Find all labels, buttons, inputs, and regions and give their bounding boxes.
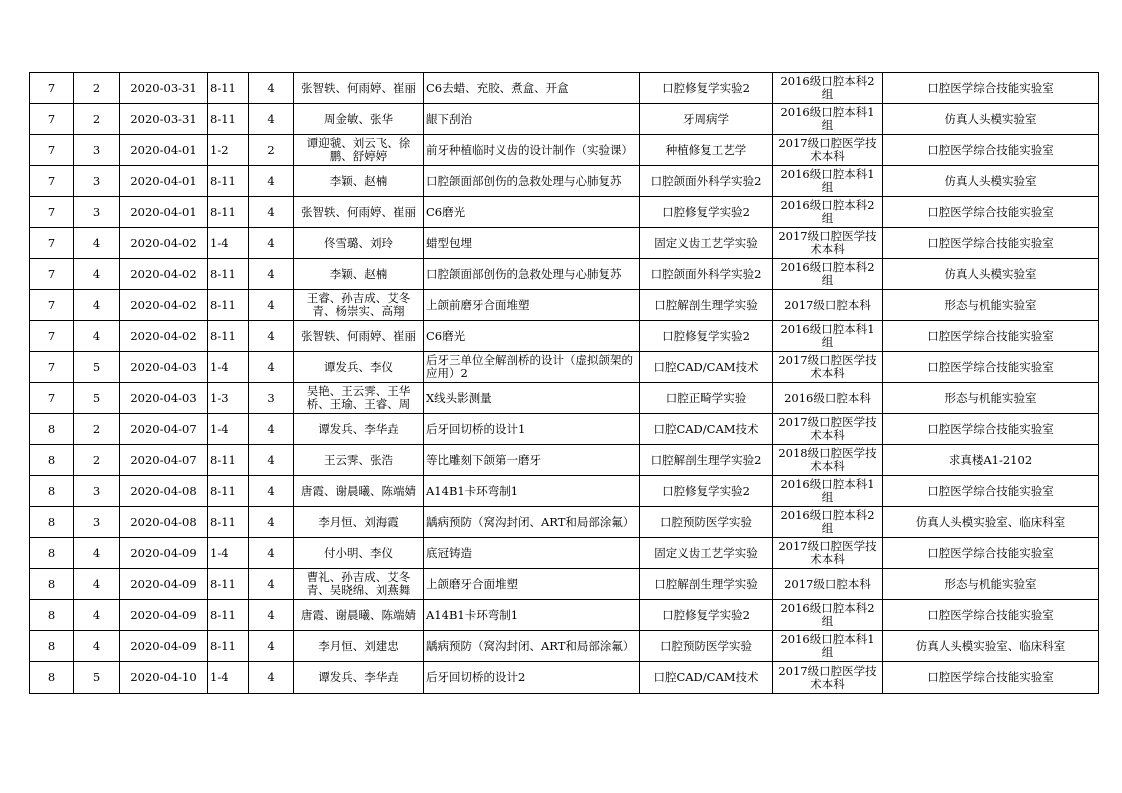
table-row: [30, 445, 1099, 476]
hours-cell: 4: [249, 228, 294, 259]
day-cell: 5: [74, 383, 120, 414]
table-row: [30, 228, 1099, 259]
course-cell: 口腔修复学实验2: [640, 197, 773, 228]
date-cell: 2020-04-02: [120, 321, 208, 352]
room-cell: 仿真人头模实验室: [883, 259, 1099, 290]
day-cell: 5: [74, 662, 120, 694]
periods-cell: 8-11: [208, 290, 249, 321]
content-cell: 口腔颌面部创伤的急救处理与心肺复苏: [424, 166, 640, 197]
course-cell: 口腔修复学实验2: [640, 600, 773, 631]
hours-cell: 4: [249, 414, 294, 445]
course-cell: 牙周病学: [640, 104, 773, 135]
table-row: [30, 104, 1099, 135]
room-cell: 仿真人头模实验室、临床科室: [883, 507, 1099, 538]
teachers-cell: 王睿、孙吉成、艾冬青、杨崇实、高翔: [294, 290, 424, 321]
content-cell: 底冠铸造: [424, 538, 640, 569]
week-cell: 8: [30, 476, 74, 507]
table-row: [30, 414, 1099, 445]
course-cell: 口腔颌面外科学实验2: [640, 259, 773, 290]
date-cell: 2020-04-08: [120, 507, 208, 538]
day-cell: 2: [74, 414, 120, 445]
table-row: [30, 166, 1099, 197]
table-row: [30, 135, 1099, 166]
week-cell: 7: [30, 321, 74, 352]
class-cell: 2016级口腔本科: [773, 383, 883, 414]
date-cell: 2020-04-01: [120, 166, 208, 197]
course-cell: 固定义齿工艺学实验: [640, 538, 773, 569]
periods-cell: 1-4: [208, 538, 249, 569]
schedule-body: [30, 73, 1099, 694]
periods-cell: 8-11: [208, 197, 249, 228]
room-cell: 口腔医学综合技能实验室: [883, 414, 1099, 445]
hours-cell: 3: [249, 383, 294, 414]
week-cell: 7: [30, 135, 74, 166]
hours-cell: 4: [249, 600, 294, 631]
day-cell: 4: [74, 228, 120, 259]
date-cell: 2020-04-01: [120, 197, 208, 228]
periods-cell: 8-11: [208, 476, 249, 507]
teachers-cell: 唐霞、谢晨曦、陈端婧: [294, 476, 424, 507]
table-row: [30, 197, 1099, 228]
periods-cell: 1-2: [208, 135, 249, 166]
teachers-cell: 吴艳、王云霁、王华桥、王瑜、王睿、周: [294, 383, 424, 414]
hours-cell: 4: [249, 73, 294, 104]
day-cell: 4: [74, 569, 120, 600]
date-cell: 2020-03-31: [120, 104, 208, 135]
schedule-table: [29, 72, 1099, 694]
table-row: [30, 259, 1099, 290]
day-cell: 4: [74, 259, 120, 290]
date-cell: 2020-04-01: [120, 135, 208, 166]
room-cell: 口腔医学综合技能实验室: [883, 73, 1099, 104]
date-cell: 2020-04-03: [120, 383, 208, 414]
content-cell: C6去蜡、充胶、煮盒、开盒: [424, 73, 640, 104]
content-cell: 龋病预防（窝沟封闭、ART和局部涂氟）: [424, 631, 640, 662]
week-cell: 7: [30, 228, 74, 259]
teachers-cell: 李月恒、刘建忠: [294, 631, 424, 662]
course-cell: 口腔颌面外科学实验2: [640, 166, 773, 197]
table-row: [30, 631, 1099, 662]
hours-cell: 4: [249, 662, 294, 694]
day-cell: 3: [74, 166, 120, 197]
table-row: [30, 321, 1099, 352]
teachers-cell: 唐霞、谢晨曦、陈端婧: [294, 600, 424, 631]
room-cell: 口腔医学综合技能实验室: [883, 476, 1099, 507]
week-cell: 7: [30, 73, 74, 104]
hours-cell: 4: [249, 166, 294, 197]
week-cell: 7: [30, 166, 74, 197]
course-cell: 口腔修复学实验2: [640, 476, 773, 507]
room-cell: 形态与机能实验室: [883, 569, 1099, 600]
week-cell: 7: [30, 290, 74, 321]
room-cell: 仿真人头模实验室、临床科室: [883, 631, 1099, 662]
teachers-cell: 张智轶、何雨婷、崔丽: [294, 197, 424, 228]
week-cell: 7: [30, 259, 74, 290]
day-cell: 3: [74, 507, 120, 538]
teachers-cell: 谭迎虢、刘云飞、徐鹏、舒婷婷: [294, 135, 424, 166]
hours-cell: 4: [249, 476, 294, 507]
periods-cell: 8-11: [208, 445, 249, 476]
date-cell: 2020-04-07: [120, 414, 208, 445]
table-row: [30, 569, 1099, 600]
room-cell: 求真楼A1-2102: [883, 445, 1099, 476]
class-cell: 2017级口腔医学技术本科: [773, 228, 883, 259]
course-cell: 口腔解剖生理学实验2: [640, 445, 773, 476]
teachers-cell: 王云霁、张浩: [294, 445, 424, 476]
room-cell: 口腔医学综合技能实验室: [883, 228, 1099, 259]
class-cell: 2016级口腔本科1组: [773, 631, 883, 662]
periods-cell: 1-3: [208, 383, 249, 414]
room-cell: 口腔医学综合技能实验室: [883, 662, 1099, 694]
class-cell: 2016级口腔本科1组: [773, 104, 883, 135]
class-cell: 2017级口腔本科: [773, 290, 883, 321]
week-cell: 7: [30, 383, 74, 414]
periods-cell: 8-11: [208, 631, 249, 662]
content-cell: X线头影测量: [424, 383, 640, 414]
day-cell: 2: [74, 73, 120, 104]
hours-cell: 4: [249, 538, 294, 569]
teachers-cell: 谭发兵、李华垚: [294, 414, 424, 445]
hours-cell: 4: [249, 569, 294, 600]
room-cell: 形态与机能实验室: [883, 383, 1099, 414]
week-cell: 8: [30, 569, 74, 600]
teachers-cell: 佟雪璐、刘玲: [294, 228, 424, 259]
teachers-cell: 李颖、赵楠: [294, 166, 424, 197]
teachers-cell: 谭发兵、李仪: [294, 352, 424, 383]
hours-cell: 4: [249, 352, 294, 383]
hours-cell: 4: [249, 259, 294, 290]
course-cell: 口腔解剖生理学实验: [640, 569, 773, 600]
course-cell: 口腔正畸学实验: [640, 383, 773, 414]
room-cell: 口腔医学综合技能实验室: [883, 135, 1099, 166]
room-cell: 口腔医学综合技能实验室: [883, 538, 1099, 569]
class-cell: 2017级口腔医学技术本科: [773, 352, 883, 383]
day-cell: 3: [74, 135, 120, 166]
table-row: [30, 507, 1099, 538]
day-cell: 3: [74, 197, 120, 228]
date-cell: 2020-04-09: [120, 538, 208, 569]
course-cell: 固定义齿工艺学实验: [640, 228, 773, 259]
day-cell: 3: [74, 476, 120, 507]
week-cell: 8: [30, 538, 74, 569]
periods-cell: 1-4: [208, 352, 249, 383]
table-row: [30, 73, 1099, 104]
hours-cell: 2: [249, 135, 294, 166]
hours-cell: 4: [249, 507, 294, 538]
week-cell: 8: [30, 414, 74, 445]
hours-cell: 4: [249, 197, 294, 228]
hours-cell: 4: [249, 321, 294, 352]
periods-cell: 8-11: [208, 321, 249, 352]
teachers-cell: 曹礼、孙吉成、艾冬青、吴晓绵、刘燕舞: [294, 569, 424, 600]
teachers-cell: 李月恒、刘海霞: [294, 507, 424, 538]
date-cell: 2020-04-02: [120, 290, 208, 321]
content-cell: 等比雕刻下颌第一磨牙: [424, 445, 640, 476]
course-cell: 口腔CAD/CAM技术: [640, 352, 773, 383]
date-cell: 2020-04-09: [120, 600, 208, 631]
periods-cell: 8-11: [208, 600, 249, 631]
teachers-cell: 张智轶、何雨婷、崔丽: [294, 73, 424, 104]
room-cell: 形态与机能实验室: [883, 290, 1099, 321]
content-cell: 前牙种植临时义齿的设计制作（实验课）: [424, 135, 640, 166]
room-cell: 口腔医学综合技能实验室: [883, 352, 1099, 383]
room-cell: 口腔医学综合技能实验室: [883, 197, 1099, 228]
class-cell: 2017级口腔本科: [773, 569, 883, 600]
content-cell: 后牙回切桥的设计2: [424, 662, 640, 694]
day-cell: 4: [74, 290, 120, 321]
periods-cell: 8-11: [208, 507, 249, 538]
content-cell: A14B1卡环弯制1: [424, 476, 640, 507]
periods-cell: 8-11: [208, 259, 249, 290]
day-cell: 5: [74, 352, 120, 383]
date-cell: 2020-04-02: [120, 259, 208, 290]
class-cell: 2016级口腔本科1组: [773, 166, 883, 197]
day-cell: 4: [74, 631, 120, 662]
course-cell: 口腔修复学实验2: [640, 321, 773, 352]
room-cell: 口腔医学综合技能实验室: [883, 600, 1099, 631]
course-cell: 口腔CAD/CAM技术: [640, 662, 773, 694]
course-cell: 口腔预防医学实验: [640, 631, 773, 662]
periods-cell: 1-4: [208, 414, 249, 445]
room-cell: 仿真人头模实验室: [883, 104, 1099, 135]
table-row: [30, 290, 1099, 321]
day-cell: 2: [74, 445, 120, 476]
class-cell: 2017级口腔医学技术本科: [773, 662, 883, 694]
hours-cell: 4: [249, 631, 294, 662]
periods-cell: 8-11: [208, 104, 249, 135]
content-cell: C6磨光: [424, 321, 640, 352]
course-cell: 口腔修复学实验2: [640, 73, 773, 104]
class-cell: 2017级口腔医学技术本科: [773, 135, 883, 166]
class-cell: 2017级口腔医学技术本科: [773, 538, 883, 569]
week-cell: 8: [30, 507, 74, 538]
class-cell: 2016级口腔本科2组: [773, 259, 883, 290]
class-cell: 2016级口腔本科1组: [773, 321, 883, 352]
teachers-cell: 付小明、李仪: [294, 538, 424, 569]
date-cell: 2020-04-09: [120, 631, 208, 662]
content-cell: 上颌前磨牙合面堆塑: [424, 290, 640, 321]
table-row: [30, 538, 1099, 569]
table-row: [30, 476, 1099, 507]
hours-cell: 4: [249, 445, 294, 476]
table-row: [30, 383, 1099, 414]
date-cell: 2020-04-02: [120, 228, 208, 259]
periods-cell: 1-4: [208, 662, 249, 694]
table-row: [30, 662, 1099, 694]
class-cell: 2016级口腔本科2组: [773, 600, 883, 631]
class-cell: 2017级口腔医学技术本科: [773, 414, 883, 445]
teachers-cell: 谭发兵、李华垚: [294, 662, 424, 694]
date-cell: 2020-04-07: [120, 445, 208, 476]
content-cell: 龈下刮治: [424, 104, 640, 135]
week-cell: 8: [30, 662, 74, 694]
content-cell: 上颌磨牙合面堆塑: [424, 569, 640, 600]
course-cell: 口腔CAD/CAM技术: [640, 414, 773, 445]
content-cell: C6磨光: [424, 197, 640, 228]
week-cell: 7: [30, 104, 74, 135]
room-cell: 仿真人头模实验室: [883, 166, 1099, 197]
week-cell: 8: [30, 445, 74, 476]
day-cell: 2: [74, 104, 120, 135]
date-cell: 2020-04-09: [120, 569, 208, 600]
day-cell: 4: [74, 321, 120, 352]
content-cell: A14B1卡环弯制1: [424, 600, 640, 631]
table-row: [30, 352, 1099, 383]
class-cell: 2016级口腔本科2组: [773, 73, 883, 104]
teachers-cell: 周金敏、张华: [294, 104, 424, 135]
week-cell: 7: [30, 352, 74, 383]
course-cell: 种植修复工艺学: [640, 135, 773, 166]
day-cell: 4: [74, 538, 120, 569]
class-cell: 2018级口腔医学技术本科: [773, 445, 883, 476]
content-cell: 龋病预防（窝沟封闭、ART和局部涂氟）: [424, 507, 640, 538]
teachers-cell: 张智轶、何雨婷、崔丽: [294, 321, 424, 352]
room-cell: 口腔医学综合技能实验室: [883, 321, 1099, 352]
date-cell: 2020-04-10: [120, 662, 208, 694]
date-cell: 2020-04-08: [120, 476, 208, 507]
course-cell: 口腔预防医学实验: [640, 507, 773, 538]
class-cell: 2016级口腔本科1组: [773, 476, 883, 507]
week-cell: 8: [30, 600, 74, 631]
teachers-cell: 李颖、赵楠: [294, 259, 424, 290]
periods-cell: 1-4: [208, 228, 249, 259]
week-cell: 7: [30, 197, 74, 228]
course-cell: 口腔解剖生理学实验: [640, 290, 773, 321]
content-cell: 口腔颌面部创伤的急救处理与心肺复苏: [424, 259, 640, 290]
week-cell: 8: [30, 631, 74, 662]
hours-cell: 4: [249, 290, 294, 321]
hours-cell: 4: [249, 104, 294, 135]
periods-cell: 8-11: [208, 569, 249, 600]
table-row: [30, 600, 1099, 631]
date-cell: 2020-03-31: [120, 73, 208, 104]
periods-cell: 8-11: [208, 166, 249, 197]
periods-cell: 8-11: [208, 73, 249, 104]
content-cell: 后牙回切桥的设计1: [424, 414, 640, 445]
class-cell: 2016级口腔本科2组: [773, 507, 883, 538]
class-cell: 2016级口腔本科2组: [773, 197, 883, 228]
content-cell: 蜡型包埋: [424, 228, 640, 259]
day-cell: 4: [74, 600, 120, 631]
date-cell: 2020-04-03: [120, 352, 208, 383]
content-cell: 后牙三单位全解剖桥的设计（虚拟颌架的应用）2: [424, 352, 640, 383]
